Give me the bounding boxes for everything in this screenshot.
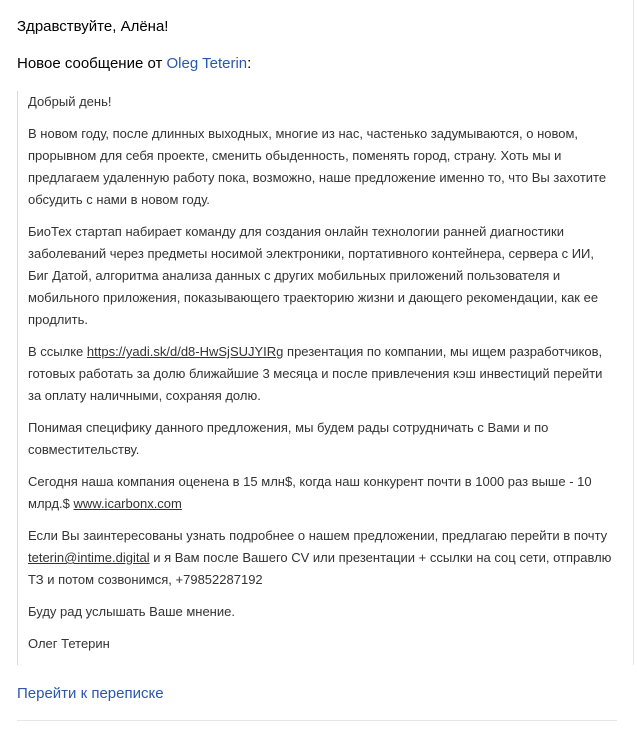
footer-divider	[17, 720, 617, 721]
header-colon: :	[247, 55, 252, 72]
link-suffix: презентация по компании, мы ищем разработчиков, готовых работать за долю ближайшие 3 месяца и после привлечения кэш инвестиций перейти за оплату наличными, сохраняя долю.	[28, 344, 603, 403]
message-paragraph-greeting: Добрый день!	[28, 94, 112, 109]
contact-prefix: Если Вы заинтересованы узнать подробнее о нашем предложении, предлагаю перейти в почту	[28, 528, 608, 543]
frame-right-border	[633, 0, 634, 665]
message-paragraph-contact	[28, 525, 613, 591]
new-message-header	[17, 54, 251, 73]
go-to-conversation-link[interactable]: Перейти к переписке	[17, 685, 164, 702]
new-message-prefix: Новое сообщение от	[17, 55, 167, 72]
competitor-link[interactable]: www.icarbonx.com	[73, 496, 182, 511]
message-paragraph-closing: Буду рад услышать Ваше мнение.	[28, 604, 235, 619]
presentation-link[interactable]: https://yadi.sk/d/d8-HwSjSUJYIRg	[86, 344, 284, 359]
message-paragraph-intro: В новом году, после длинных выходных, многие из нас, частенько задумываются, о новом, прорывном для себя проекте, сменить обыденность, поменять город, страну. Хоть мы и предлагаем удаленную работу пока, возможно, наше предложение именно то, что Вы захотите обсудить с нами в новом году.	[28, 126, 607, 207]
message-paragraph-biotech: БиоТех стартап набирает команду для создания онлайн технологии ранней диагностики заболеваний через предметы носимой электроники, портативного контейнера, сервера с ИИ, Биг Датой, алгоритма анализа данных с других мобильных приложений пользователя и мобильного приложения, показывающего траекторию жизни и дающего рекомендации, как ее продлить.	[28, 224, 599, 327]
message-signature: Олег Тетерин	[28, 636, 110, 651]
sender-name-link[interactable]: Oleg Teterin	[166, 55, 248, 72]
message-paragraph-valuation	[28, 471, 613, 515]
greeting: Здравствуйте, Алёна!	[17, 18, 169, 35]
valuation-text: Сегодня наша компания оценена в 15 млн$, когда наш конкурент почти в 1000 раз выше - 10 млрд.$	[28, 474, 592, 511]
contact-suffix: и я Вам после Вашего CV или презентации + ссылки на соц сети, отправлю ТЗ и потом созвонимся, +79852287192	[28, 550, 612, 587]
message-paragraph-link	[28, 341, 613, 407]
email-link[interactable]: teterin@intime.digital	[28, 550, 150, 565]
message-quote	[17, 91, 617, 665]
message-paragraph-cooperation: Понимая специфику данного предложения, мы будем рады сотрудничать с Вами и по совместительству.	[28, 420, 549, 457]
link-prefix: В ссылке	[28, 344, 87, 359]
